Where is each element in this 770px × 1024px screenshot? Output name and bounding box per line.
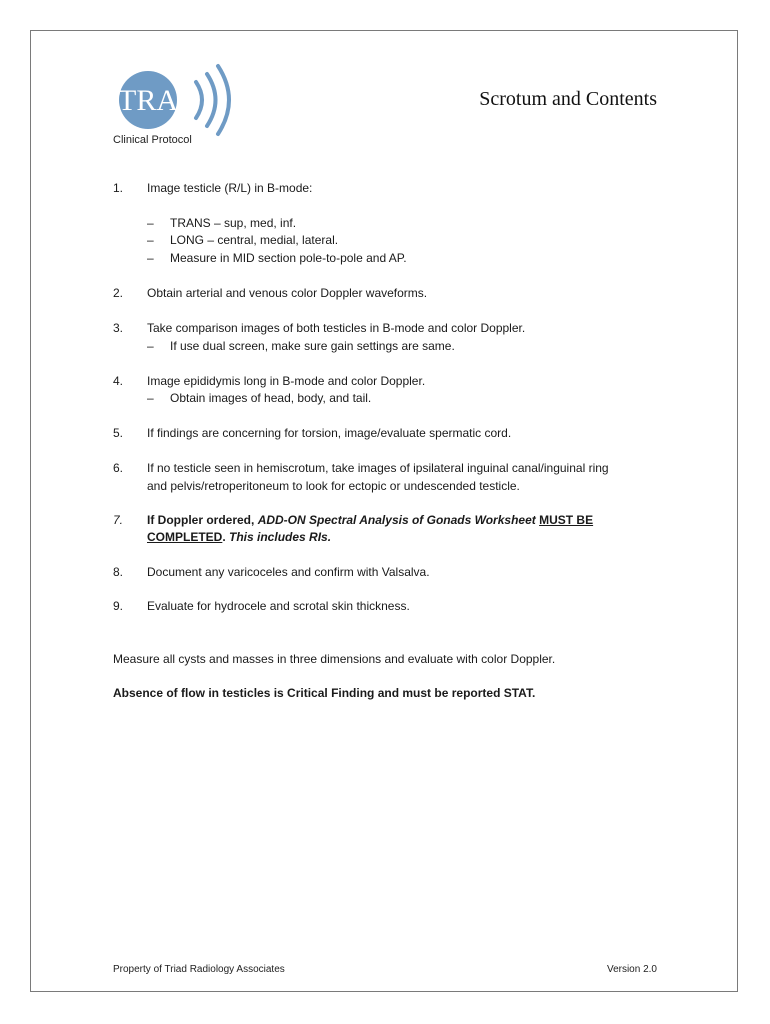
item-number: 9. bbox=[113, 599, 124, 613]
item-number: 5. bbox=[113, 426, 124, 440]
dash-icon: – bbox=[147, 216, 154, 230]
critical-finding-note: Absence of flow in testicles is Critical Finding and must be reported STAT. bbox=[113, 686, 536, 700]
sub-item-text: Measure in MID section pole-to-pole and AP. bbox=[170, 251, 407, 265]
sub-item bbox=[147, 232, 338, 250]
item-text-underline: MUST BE bbox=[539, 513, 594, 527]
document-subtitle: Clinical Protocol bbox=[113, 134, 192, 146]
footer-owner: Property of Triad Radiology Associates bbox=[113, 964, 285, 975]
worksheet-name: ADD-ON Spectral Analysis of Gonads Worksheet bbox=[257, 513, 536, 527]
measure-note: Measure all cysts and masses in three dimensions and evaluate with color Doppler. bbox=[113, 652, 556, 666]
item-number: 7. bbox=[113, 513, 124, 527]
item-text-bold-italic: This includes RIs. bbox=[229, 530, 332, 544]
item-text: Document any varicoceles and confirm with Valsalva. bbox=[147, 565, 430, 579]
wave-medium-icon bbox=[207, 74, 216, 126]
sub-item bbox=[147, 215, 296, 233]
item-number: 6. bbox=[113, 461, 124, 475]
item-text: Image testicle (R/L) in B-mode: bbox=[147, 181, 313, 195]
item-number: 2. bbox=[113, 286, 124, 300]
item-text: If findings are concerning for torsion, image/evaluate spermatic cord. bbox=[147, 426, 512, 440]
wave-small-icon bbox=[196, 82, 202, 118]
item-text: Image epididymis long in B-mode and color Doppler. bbox=[147, 374, 426, 388]
item-text-bold: If Doppler ordered, bbox=[147, 513, 258, 527]
item-text: Take comparison images of both testicles in B-mode and color Doppler. bbox=[147, 321, 526, 335]
wave-large-icon bbox=[218, 66, 229, 134]
sub-item-text: TRANS – sup, med, inf. bbox=[170, 216, 297, 230]
item-text: Evaluate for hydrocele and scrotal skin thickness. bbox=[147, 599, 410, 613]
sub-item bbox=[147, 250, 407, 268]
logo-text: TRA bbox=[118, 84, 178, 117]
dash-icon: – bbox=[147, 339, 154, 353]
dash-icon: – bbox=[147, 391, 154, 405]
item-text-underline: COMPLETED bbox=[147, 530, 223, 544]
item-number: 1. bbox=[113, 181, 124, 195]
page-border bbox=[30, 30, 738, 992]
item-text-continued: and pelvis/retroperitoneum to look for ectopic or undescended testicle. bbox=[147, 479, 520, 493]
item-number: 8. bbox=[113, 565, 124, 579]
sub-item-text: If use dual screen, make sure gain settings are same. bbox=[170, 339, 455, 353]
item-text: If no testicle seen in hemiscrotum, take images of ipsilateral inguinal canal/inguinal ring bbox=[147, 461, 609, 475]
sub-item-text: Obtain images of head, body, and tail. bbox=[170, 391, 372, 405]
item-number: 3. bbox=[113, 321, 124, 335]
item-text-bold: . bbox=[222, 530, 230, 544]
dash-icon: – bbox=[147, 233, 154, 247]
item-text: Obtain arterial and venous color Doppler waveforms. bbox=[147, 286, 428, 300]
dash-icon: – bbox=[147, 251, 154, 265]
item-text bbox=[147, 512, 647, 530]
page-title: Scrotum and Contents bbox=[479, 88, 657, 110]
item-text-continued bbox=[147, 529, 331, 547]
item-number: 4. bbox=[113, 374, 124, 388]
sub-item bbox=[147, 338, 455, 356]
tra-logo bbox=[118, 62, 238, 138]
footer-version: Version 2.0 bbox=[606, 964, 657, 975]
sub-item bbox=[147, 390, 371, 408]
sub-item-text: LONG – central, medial, lateral. bbox=[170, 233, 339, 247]
